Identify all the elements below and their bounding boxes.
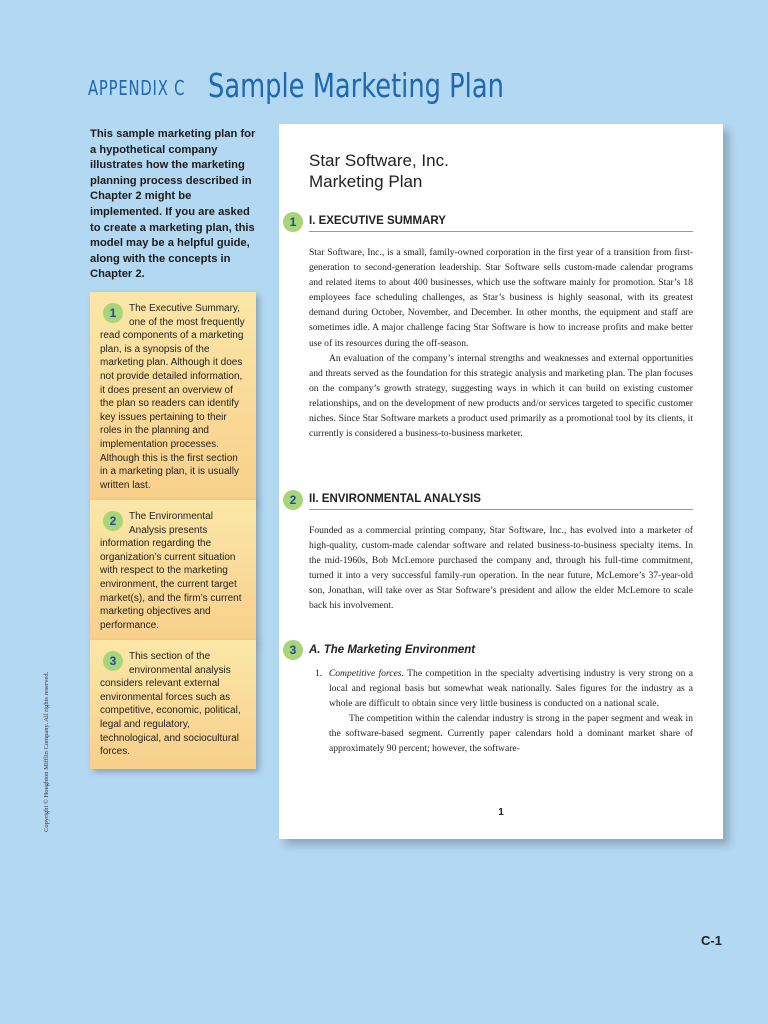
competitive-forces-item <box>315 666 693 757</box>
note-badge: 2 <box>103 511 123 531</box>
executive-summary-text <box>309 245 693 441</box>
plan-title-line2: Marketing Plan <box>309 172 423 191</box>
section-heading-marketing-environment: A. The Marketing Environment <box>309 644 476 656</box>
note-text: The Environmental Analysis presents information regarding the organization’s current situation with respect to the marketing environment, the current target market(s), and the firm’s current marketing objectives and performance. <box>100 511 242 631</box>
annotation-note-2 <box>90 500 256 642</box>
note-badge: 1 <box>103 303 123 323</box>
note-badge: 3 <box>103 651 123 671</box>
plan-title-line1: Star Software, Inc. <box>309 151 449 170</box>
list-paragraph-1: The competition in the specialty advertising industry is very strong on a local and regional basis but somewhat weak nationally. Sales figures for the industry as a whole are difficult to obtain since very little business is conducted on a national scale. <box>329 668 694 710</box>
note-text: The Executive Summary, one of the most frequently read components of a marketing plan, is a synopsis of the marketing plan. Although it does not provide detailed information, it does present an overview of the plan so readers can identify key issues pertaining to their roles in the planning and implementation processes. Although this is the first section in a marketing plan, it is usually written last. <box>100 303 245 491</box>
page-number: 1 <box>498 807 504 818</box>
list-paragraph-2: The competition within the calendar industry is strong in the paper segment and weak in the software-based segment. Currently paper calendars hold a dominant market share of approximately 90 percent; however, the software- <box>329 713 693 755</box>
exec-paragraph-1: Star Software, Inc., is a small, family-owned corporation in the first year of a transition from first-generation to second-generation leadership. Star Software sells custom-made calendar programs and related items to about 400 businesses, which use the software mainly for promotion. Star’s 18 employees face scheduling challenges, as Star’s business is highly seasonal, with its greatest demand during October, November, and December. In other months, the equipment and staff are sometimes idle. A major challenge facing Star Software is how to increase profits and make better use of its resources during the off-season. <box>309 247 693 349</box>
section-badge-2: 2 <box>283 490 303 510</box>
section-badge-1: 1 <box>283 212 303 232</box>
exec-paragraph-2: An evaluation of the company’s internal strengths and weaknesses and external opportunities and threats served as the foundation for this strategic analysis and marketing plan. The plan focuses on the company’s growth strategy, suggesting ways in which it can build on existing customer relationships, and on the development of new products and/or services targeted to specific customer niches. Since Star Software markets a product used primarily as a promotional tool by its clients, it currently is considered a business-to-business marketer. <box>309 352 693 440</box>
section-heading-executive-summary: I. EXECUTIVE SUMMARY <box>309 215 693 232</box>
appendix-title: Sample Marketing Plan <box>208 66 504 105</box>
list-number: 1. <box>315 668 323 679</box>
section-heading-environmental-analysis: II. ENVIRONMENTAL ANALYSIS <box>309 493 693 510</box>
folio: C-1 <box>701 933 722 948</box>
annotation-note-3 <box>90 640 256 769</box>
note-text: This section of the environmental analysis considers relevant external environmental forces such as competitive, economic, political, legal and regulatory, technological, and sociocultural forces. <box>100 651 241 758</box>
annotation-note-1 <box>90 292 256 502</box>
section-badge-3: 3 <box>283 640 303 660</box>
intro-paragraph: This sample marketing plan for a hypothetical company illustrates how the marketing planning process described in Chapter 2 might be implemented. If you are asked to create a marketing plan, this model may be a helpful guide, along with the concepts in Chapter 2. <box>90 128 256 281</box>
plan-title <box>309 150 449 192</box>
copyright-notice: Copyright © Houghton Mifflin Company. All rights reserved. <box>43 671 50 832</box>
appendix-label: APPENDIX C <box>88 76 186 100</box>
list-item-first-paragraph <box>315 666 693 711</box>
environmental-analysis-text: Founded as a commercial printing company, Star Software, Inc., has evolved into a marketer of high-quality, custom-made calendar software and related business-to-business specialty items. In the mid-1960s, Bob McLemore purchased the company and, through his full-time commitment, turned it into a very successful family-run operation. In the near future, McLemore’s 37-year-old son, Jonathan, will take over as Star Software’s president and allow the elder McLemore to scale back his involvement. <box>309 525 693 612</box>
marketing-plan-page <box>279 124 723 839</box>
list-lead: Competitive forces. <box>328 668 405 679</box>
